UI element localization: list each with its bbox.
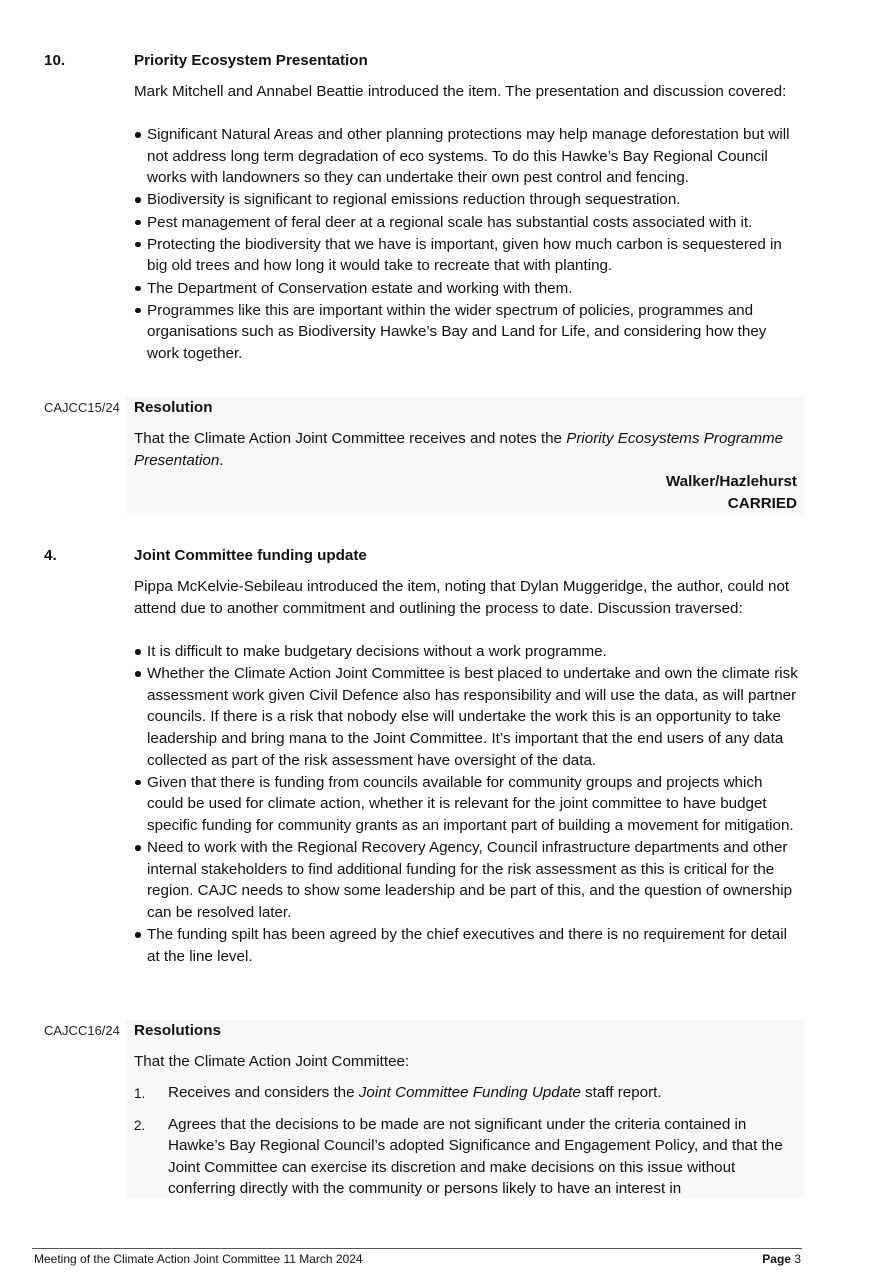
movers-block <box>666 471 797 514</box>
item-intro: Pippa McKelvie-Sebileau introduced the item, noting that Dylan Muggeridge, the author, could not attend due to another commitment and outlining the process to date. Discussion traversed: <box>134 578 790 617</box>
resolution-box <box>126 397 804 514</box>
resolution-heading: Resolutions <box>134 1022 221 1039</box>
list-item: Significant Natural Areas and other planning protections may help manage deforestation but will not address long term degradation of eco systems. To do this Hawke’s Bay Regional Council works with landowners so they can undertake their own pest control and fencing. <box>134 124 798 189</box>
list-item: The funding spilt has been agreed by the chief executives and there is no requirement for detail at the line level. <box>134 924 798 967</box>
item-intro: Mark Mitchell and Annabel Beattie introduced the item. The presentation and discussion covered: <box>134 83 787 100</box>
resolution-list <box>134 1082 798 1200</box>
item-title: Priority Ecosystem Presentation <box>134 52 368 69</box>
resolution-item: 1. Receives and considers the Joint Committee Funding Update staff report. <box>134 1082 798 1104</box>
movers: Walker/Hazlehurst <box>665 473 797 490</box>
list-item: It is difficult to make budgetary decisions without a work programme. <box>134 641 798 663</box>
resolution-item-number: 1. <box>134 1086 146 1101</box>
list-item: Pest management of feral deer at a regional scale has substantial costs associated with it. <box>134 212 798 234</box>
resolution-item-number: 2. <box>134 1117 146 1133</box>
item-number: 4. <box>44 547 57 564</box>
footer-divider <box>32 1248 802 1249</box>
resolution-box <box>126 1020 804 1198</box>
resolution-intro: That the Climate Action Joint Committee: <box>134 1053 410 1070</box>
list-item: Need to work with the Regional Recovery Agency, Council infrastructure departments and other internal stakeholders to find additional funding for the risk assessment as this is critical for the region. CAJC needs to show some leadership and be part of this, and the question of ownership can be resolved later. <box>134 837 798 923</box>
list-item: The Department of Conservation estate and working with them. <box>134 278 798 300</box>
item-number: 10. <box>44 52 66 69</box>
resolution-text: That the Climate Action Joint Committee receives and notes the Priority Ecosystems Programme Presentation. <box>134 430 784 469</box>
item-title: Joint Committee funding update <box>134 547 367 564</box>
resolution-reference: CAJCC16/24 <box>44 1023 120 1038</box>
list-item: Whether the Climate Action Joint Committee is best placed to undertake and own the climate risk assessment work given Civil Defence also has responsibility and will use the data, as will partner councils. If there is a risk that nobody else will undertake the work this is an opportunity to take leadership and bring mana to the Joint Committee. It’s important that the end users of any data collected as part of the risk assessment have oversight of the data. <box>134 663 798 771</box>
report-title: Priority Ecosystems Programme Presentation <box>134 430 784 469</box>
report-title: Joint Committee Funding Update <box>358 1084 581 1101</box>
list-item: Given that there is funding from councils available for community groups and projects which could be used for climate action, whether it is relevant for the joint committee to have budget specific funding for community grants as an important part of building a movement for mitigation. <box>134 772 798 837</box>
resolution-heading: Resolution <box>134 399 213 416</box>
list-item: Programmes like this are important within the wider spectrum of policies, programmes and organisations such as Biodiversity Hawke’s Bay and Land for Life, and considering how they work together. <box>134 300 798 365</box>
carried-status: CARRIED <box>727 494 797 512</box>
discussion-list <box>134 124 798 365</box>
discussion-list <box>134 641 798 968</box>
page-number: 3 <box>794 1252 801 1266</box>
footer-meeting: Meeting of the Climate Action Joint Committee 11 March 2024 <box>34 1252 363 1266</box>
resolution-reference: CAJCC15/24 <box>44 400 120 415</box>
footer-page <box>762 1251 801 1267</box>
resolution-item: 2. Agrees that the decisions to be made are not significant under the criteria contained in Hawke’s Bay Regional Council’s adopted Significance and Engagement Policy, and that the Joint Committee can exercise its discretion and make decisions on this issue without conferring directly with the community or persons likely to have an interest in <box>134 1115 783 1198</box>
list-item: Biodiversity is significant to regional emissions reduction through sequestration. <box>134 189 798 211</box>
page-label: Page <box>762 1252 791 1266</box>
list-item: Protecting the biodiversity that we have is important, given how much carbon is sequestered in big old trees and how long it would take to recreate that with planting. <box>134 234 798 277</box>
